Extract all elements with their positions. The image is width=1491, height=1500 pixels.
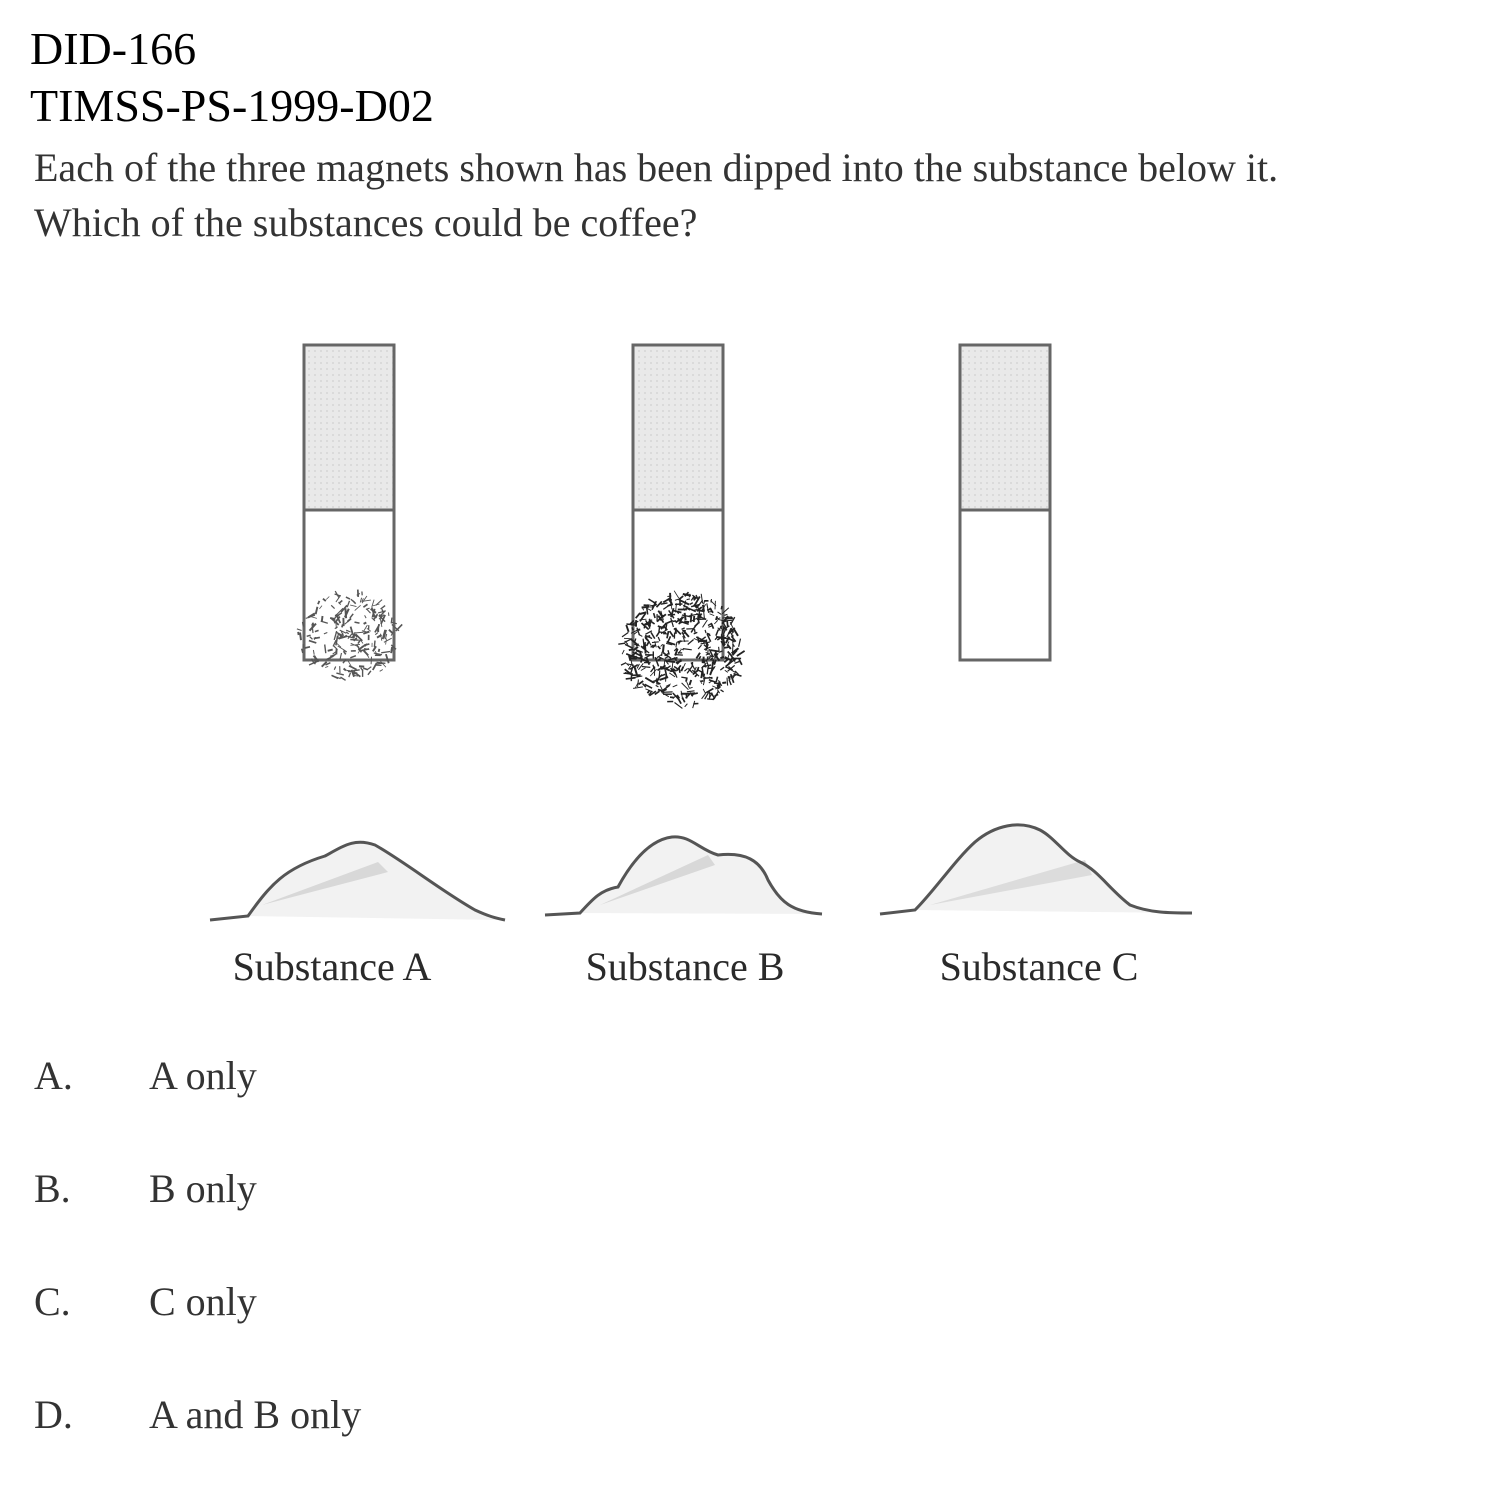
iron-filing: [380, 670, 383, 672]
item-code: TIMSS-PS-1999-D02: [30, 80, 434, 131]
iron-filing: [345, 608, 346, 618]
iron-filing: [322, 616, 323, 622]
iron-filing: [626, 678, 636, 679]
iron-filing: [724, 647, 728, 648]
iron-filing: [716, 677, 718, 683]
iron-filing: [721, 690, 724, 692]
iron-filing: [342, 624, 343, 627]
iron-filing: [621, 663, 626, 665]
substance-pile-c: [880, 825, 1192, 914]
iron-filing: [724, 614, 727, 615]
magnet-c: [960, 345, 1050, 660]
iron-filing: [687, 691, 695, 692]
iron-filing: [391, 647, 392, 653]
iron-filing: [673, 685, 678, 687]
iron-filing: [701, 671, 702, 678]
iron-filing: [349, 673, 351, 677]
item-id: DID-166: [30, 23, 197, 74]
choice-letter: C.: [34, 1279, 71, 1324]
iron-filing: [684, 622, 689, 623]
iron-filing: [681, 677, 687, 678]
iron-filing: [636, 647, 637, 651]
iron-filing: [729, 680, 731, 685]
iron-filing: [691, 613, 692, 622]
iron-filing: [300, 633, 301, 641]
iron-filing: [667, 666, 670, 668]
choice-c[interactable]: [34, 1278, 257, 1325]
iron-filing: [302, 649, 303, 653]
magnet-b: [618, 345, 744, 708]
iron-filing: [622, 632, 628, 637]
choice-letter: A.: [34, 1053, 73, 1098]
iron-filing: [391, 618, 392, 624]
iron-filing: [701, 681, 704, 682]
iron-filing: [314, 637, 320, 638]
iron-filing: [626, 625, 628, 632]
iron-filing: [624, 638, 631, 639]
iron-filing: [720, 657, 724, 658]
iron-filing: [681, 667, 683, 671]
iron-filing: [690, 680, 692, 685]
iron-filing: [688, 693, 695, 694]
iron-filing: [727, 621, 728, 626]
iron-filing: [711, 599, 712, 602]
iron-filing: [638, 679, 639, 687]
iron-filing: [344, 669, 346, 671]
choice-text: B only: [149, 1166, 257, 1211]
iron-filing: [685, 704, 688, 707]
iron-filing: [629, 656, 630, 661]
iron-filing: [632, 627, 633, 630]
choice-letter: B.: [34, 1166, 71, 1211]
iron-filing: [721, 606, 722, 609]
iron-filing: [297, 629, 302, 631]
iron-filing: [622, 650, 624, 654]
substance-pile-b: [545, 837, 822, 915]
iron-filing: [727, 678, 728, 686]
iron-filing: [635, 639, 636, 642]
iron-filing: [739, 639, 741, 647]
choice-text: A and B only: [149, 1392, 362, 1437]
iron-filing: [368, 671, 371, 675]
iron-filing: [305, 647, 310, 648]
iron-filing: [379, 649, 380, 652]
iron-filing: [707, 609, 712, 610]
iron-filing: [364, 623, 367, 624]
iron-filing: [642, 607, 649, 608]
iron-filing: [734, 629, 738, 636]
iron-filing: [313, 662, 318, 663]
iron-filing: [629, 649, 633, 650]
magnet-a: [297, 345, 402, 680]
choice-a[interactable]: [34, 1052, 257, 1099]
iron-filing: [737, 651, 745, 656]
iron-filing: [396, 624, 402, 631]
iron-filing: [315, 630, 319, 631]
iron-filing: [632, 664, 634, 668]
choice-text: C only: [149, 1279, 257, 1324]
substance-label-b: Substance B: [585, 944, 785, 989]
iron-filing: [641, 668, 646, 671]
question-line-2: Which of the substances could be coffee?: [34, 200, 698, 245]
iron-filing: [656, 685, 659, 687]
iron-filing: [687, 599, 690, 600]
choice-b[interactable]: [34, 1165, 257, 1212]
iron-filing: [685, 613, 686, 620]
iron-filing: [374, 641, 375, 647]
iron-filing: [349, 666, 352, 667]
iron-filing: [633, 687, 643, 689]
iron-filing: [673, 621, 676, 622]
iron-filing: [687, 682, 690, 688]
iron-filing: [352, 667, 357, 670]
substance-label-c: Substance C: [939, 944, 1139, 989]
choice-text: A only: [149, 1053, 257, 1098]
iron-filing: [303, 622, 304, 627]
iron-filing: [707, 667, 708, 674]
iron-filing: [707, 699, 714, 700]
iron-filing: [720, 667, 724, 670]
iron-filing: [328, 650, 333, 651]
iron-filing: [686, 678, 687, 681]
iron-filing: [722, 683, 726, 684]
iron-filing: [716, 616, 717, 620]
substance-label-a: Substance A: [232, 944, 432, 989]
iron-filing: [667, 596, 671, 597]
iron-filing: [642, 667, 650, 668]
iron-filing: [660, 677, 669, 680]
iron-filing: [355, 622, 360, 623]
substance-pile-a: [210, 842, 505, 920]
iron-filing: [340, 677, 345, 680]
question-line-1: Each of the three magnets shown has been dipped into the substance below it.: [34, 145, 1279, 190]
iron-filing: [645, 644, 646, 653]
choice-letter: D.: [34, 1392, 73, 1437]
iron-filing: [684, 668, 687, 671]
iron-filing: [689, 594, 690, 598]
iron-filing: [676, 655, 683, 656]
iron-filing: [325, 666, 328, 667]
choice-d[interactable]: [34, 1391, 361, 1438]
iron-filing: [354, 632, 363, 633]
iron-filing: [659, 626, 660, 632]
iron-filing: [663, 645, 664, 653]
iron-filing: [689, 687, 692, 688]
iron-filing: [735, 662, 740, 664]
iron-filing: [722, 620, 732, 621]
iron-filing: [363, 668, 368, 670]
iron-filing: [703, 689, 705, 692]
iron-filing: [618, 643, 625, 644]
iron-filing: [334, 667, 335, 670]
iron-filing: [643, 660, 647, 661]
iron-filing: [658, 690, 662, 691]
iron-filing: [336, 673, 343, 675]
iron-filing: [724, 659, 728, 662]
iron-filing: [695, 629, 696, 632]
